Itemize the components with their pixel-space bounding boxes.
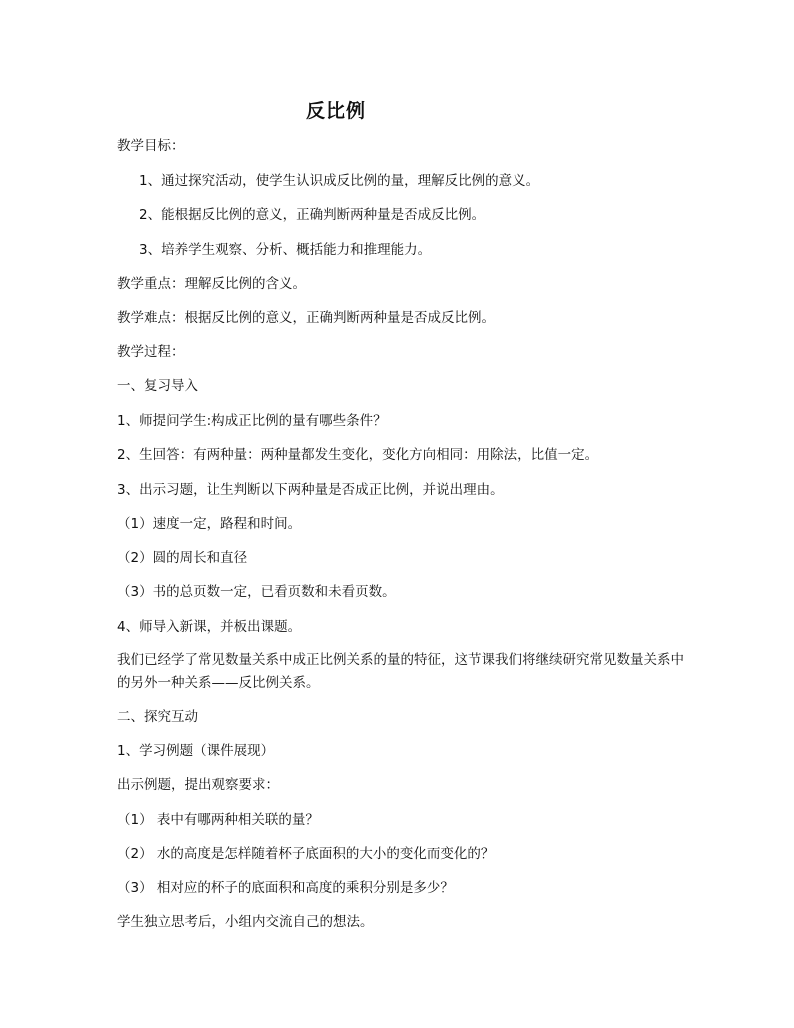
list-item: 1、师提问学生:构成正比例的量有哪些条件？ <box>117 413 387 429</box>
list-item: （3） 相对应的杯子的底面积和高度的乘积分别是多少？ <box>117 880 454 896</box>
goal-item: 1、通过探究活动，使学生认识成反比例的量，理解反比例的意义。 <box>139 173 540 189</box>
difficulty: 教学难点：根据反比例的意义，正确判断两种量是否成反比例。 <box>117 310 495 326</box>
section-heading: 二、探究互动 <box>117 709 198 725</box>
list-item: 3、出示习题，让生判断以下两种量是否成正比例，并说出理由。 <box>117 482 504 498</box>
document-title: 反比例 <box>305 100 366 122</box>
list-item: 学生独立思考后，小组内交流自己的想法。 <box>117 914 374 930</box>
goal-item: 3、培养学生观察、分析、概括能力和推理能力。 <box>139 242 432 258</box>
list-item: 2、生回答：有两种量：两种量都发生变化，变化方向相同：用除法，比值一定。 <box>117 447 599 463</box>
list-item: （2）圆的周长和直径 <box>117 550 248 566</box>
intro-paragraph: 我们已经学了常见数量关系中成正比例关系的量的特征，这节课我们将继续研究常见数量关系中的另外一种关系——反比例关系。 <box>117 652 684 691</box>
list-item: （3）书的总页数一定，已看页数和未看页数。 <box>117 584 396 600</box>
list-item: （1） 表中有哪两种相关联的量？ <box>117 812 319 828</box>
list-item: 1、学习例题（课件展现） <box>117 743 275 759</box>
list-item: 4、师导入新课，并板出课题。 <box>117 619 302 635</box>
process-heading: 教学过程： <box>117 344 185 360</box>
goals-heading: 教学目标： <box>117 138 185 154</box>
key-point: 教学重点：理解反比例的含义。 <box>117 276 306 292</box>
section-heading: 一、复习导入 <box>117 378 198 394</box>
list-item: 出示例题，提出观察要求： <box>117 777 279 793</box>
list-item: （2） 水的高度是怎样随着杯子底面积的大小的变化而变化的？ <box>117 846 495 862</box>
goal-item: 2、能根据反比例的意义，正确判断两种量是否成反比例。 <box>139 207 486 223</box>
list-item: （1）速度一定，路程和时间。 <box>117 516 302 532</box>
